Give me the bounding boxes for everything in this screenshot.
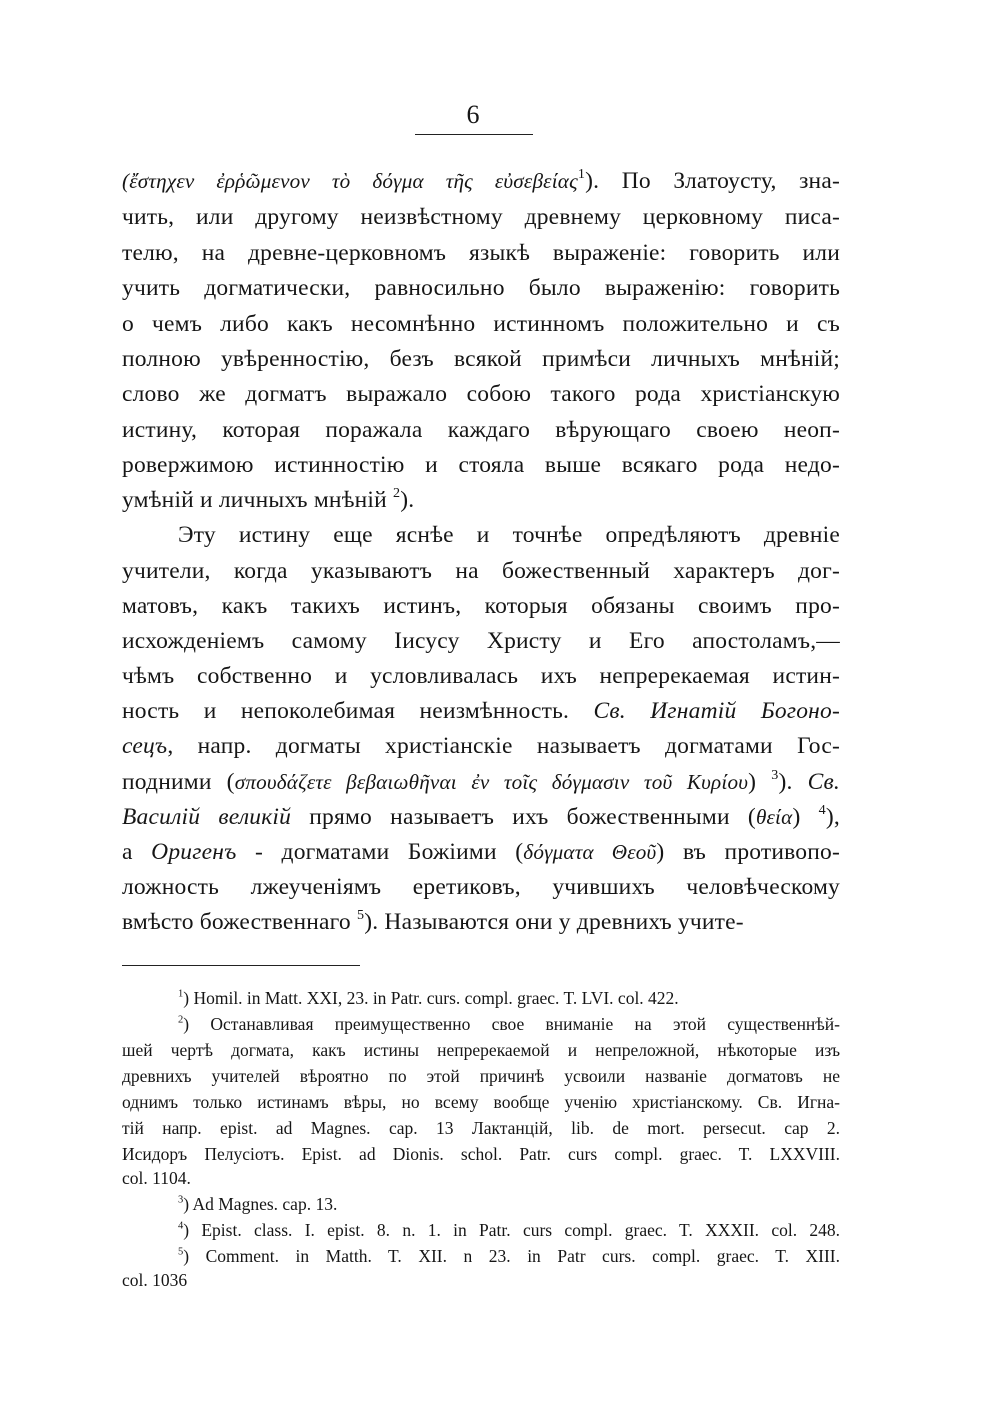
text-span: col. 1036 bbox=[122, 1270, 188, 1290]
text-span: ровержимою истинностію и стояла выше всякаго рода недо- bbox=[122, 452, 840, 478]
text-line bbox=[122, 346, 840, 373]
text-span: ) въ противопо- bbox=[656, 839, 840, 865]
text-span: матовъ, какъ такихъ истинъ, которыя обязаны своимъ про- bbox=[122, 593, 840, 619]
text-line bbox=[122, 628, 840, 655]
text-line bbox=[178, 522, 840, 549]
text-line bbox=[122, 663, 840, 690]
text-span: вмѣсто божественнаго bbox=[122, 909, 357, 935]
text-line bbox=[122, 593, 840, 620]
footnote-ref: 5 bbox=[356, 907, 365, 924]
text-span: ). Называются они у древнихъ учите- bbox=[364, 909, 744, 935]
italic-name: сецъ bbox=[122, 733, 168, 759]
text-line bbox=[122, 558, 840, 585]
footnote-ref: 5 bbox=[178, 1246, 184, 1258]
italic-name: Св. Игнатій Богоно- bbox=[593, 698, 840, 724]
text-line bbox=[122, 874, 840, 901]
footnote-separator bbox=[122, 965, 360, 966]
text-span: учить догматически, равносильно было выраженію: говорить bbox=[122, 275, 840, 301]
italic-name: Оригенъ bbox=[151, 839, 237, 865]
text-span: учители, когда указываютъ на божественный характеръ дог- bbox=[122, 558, 840, 584]
text-line bbox=[122, 311, 840, 338]
text-span: Эту истину еще яснѣе и точнѣе опредѣляютъ древніе bbox=[178, 522, 840, 548]
text-span: прямо называетъ ихъ божественными ( bbox=[291, 804, 756, 830]
text-span: ность и непоколебимая неизмѣнность. bbox=[122, 698, 594, 724]
text-span: ). bbox=[778, 769, 808, 795]
text-span: ). bbox=[400, 487, 415, 513]
text-span: чить, или другому неизвѣстному древнему церковному писа- bbox=[122, 204, 840, 230]
text-span: col. 1104. bbox=[122, 1168, 191, 1188]
text-span: о чемъ либо какъ несомнѣнно истинномъ положительно и съ bbox=[122, 311, 840, 337]
footnote-line bbox=[122, 1066, 840, 1087]
text-span: шей чертѣ догмата, какъ истины непререкаемой и непреложной, нѣкоторые изъ bbox=[122, 1040, 840, 1060]
footnote-line bbox=[122, 1118, 840, 1139]
page-number: 6 bbox=[466, 100, 480, 129]
footnote-ref: 1 bbox=[178, 988, 184, 1000]
text-span: ) Comment. in Matth. T. XII. n 23. in Patr curs. compl. graec. T. XIII. bbox=[183, 1246, 840, 1266]
footnote-ref: 2 bbox=[393, 485, 401, 502]
footnote-line bbox=[122, 1092, 840, 1113]
greek-quote: σπουδάζετε βεβαιωθῆναι ἐν τοῖς δόγμασιν τοῦ Κυρίου bbox=[234, 770, 749, 794]
greek-quote: δόγματα Θεοῦ bbox=[523, 840, 657, 864]
text-span: ) Epist. class. I. epist. 8. n. 1. in Patr. curs compl. graec. T. XXXII. col. 248. bbox=[183, 1220, 840, 1240]
text-span: Исидоръ Пелусіотъ. Epist. ad Dionis. schol. Patr. curs compl. graec. T. LXXVIII. bbox=[122, 1144, 840, 1164]
footnote-ref: 4 bbox=[818, 802, 826, 819]
text-span: однимъ только истинамъ вѣры, но всему вообще ученію христіанскому. Св. Игна- bbox=[122, 1092, 840, 1112]
greek-quote: θεία bbox=[755, 805, 793, 829]
text-line bbox=[122, 204, 840, 231]
text-line bbox=[122, 698, 840, 725]
text-span: ), bbox=[825, 804, 840, 830]
text-line bbox=[122, 240, 840, 267]
text-span: телю, на древне-церковномъ языкѣ выраженіе: говорить или bbox=[122, 240, 840, 266]
text-span: истину, которая поражала каждаго вѣрующаго своею неоп- bbox=[122, 417, 840, 443]
text-span: исхожденіемъ самому Іисусу Христу и Его апостоламъ,— bbox=[122, 628, 840, 654]
text-line bbox=[122, 733, 840, 760]
italic-name: Св. bbox=[807, 769, 840, 795]
text-span: ложность лжеученіямъ еретиковъ, учившихъ человѣческому bbox=[122, 874, 840, 900]
text-span: ) bbox=[748, 769, 772, 795]
footnote-ref: 3 bbox=[771, 767, 779, 784]
text-line bbox=[122, 909, 840, 936]
text-span: подними ( bbox=[122, 769, 235, 795]
text-span: тій напр. epist. ad Magnes. cap. 13 Лактанцій, lib. de mort. persecut. cap 2. bbox=[122, 1118, 840, 1138]
text-line bbox=[122, 769, 840, 796]
text-span: ) Ad Magnes. cap. 13. bbox=[183, 1194, 338, 1214]
text-span: полною увѣренностію, безъ всякой примѣси личныхъ мнѣній; bbox=[122, 346, 840, 372]
text-span: ) Homil. in Matt. XXI, 23. in Patr. curs. compl. graec. T. LVI. col. 422. bbox=[183, 988, 679, 1008]
text-line bbox=[122, 487, 840, 514]
footnote-line bbox=[178, 1014, 840, 1035]
footnote-ref: 4 bbox=[178, 1220, 184, 1232]
text-span: умѣній и личныхъ мнѣній bbox=[122, 487, 394, 513]
greek-quote: (ἔστηχεν ἐρῥῶμενον τὸ δόγμα τῆς εὐσεβείας bbox=[122, 169, 578, 193]
text-span: ) Останавливая преимущественно свое вниманіе на этой существеннѣй- bbox=[183, 1014, 840, 1034]
footnote-line bbox=[122, 1144, 840, 1165]
text-span: - догматами Божіими ( bbox=[236, 839, 524, 865]
text-line bbox=[122, 804, 840, 831]
text-span: , напр. догматы христіанскіе называетъ догматами Гос- bbox=[167, 733, 840, 759]
text-span: слово же догматъ выражало собою такого рода христіанскую bbox=[122, 381, 840, 407]
footnote-line bbox=[178, 1220, 840, 1241]
text-line bbox=[122, 417, 840, 444]
footnote-line bbox=[122, 1040, 840, 1061]
text-line bbox=[122, 275, 840, 302]
text-span: а bbox=[122, 839, 152, 865]
text-line bbox=[122, 381, 840, 408]
page-number-rule bbox=[415, 134, 533, 135]
text-span: ). По Златоусту, зна- bbox=[585, 168, 840, 194]
footnote-line bbox=[178, 988, 840, 1009]
text-span: древнихъ учителей вѣроятно по этой причинѣ усвоили названіе догматовъ не bbox=[122, 1066, 840, 1086]
footnote-ref: 1 bbox=[577, 166, 586, 183]
text-line bbox=[122, 452, 840, 479]
footnote-line bbox=[122, 1270, 840, 1291]
footnote-line bbox=[178, 1194, 840, 1215]
text-span: ) bbox=[792, 804, 819, 830]
text-line bbox=[122, 839, 840, 866]
text-span: чѣмъ собственно и условливалась ихъ непререкаемая истин- bbox=[122, 663, 840, 689]
footnote-ref: 3 bbox=[178, 1194, 184, 1206]
footnote-line bbox=[178, 1246, 840, 1267]
footnote-line bbox=[122, 1168, 840, 1189]
italic-name: Василій великій bbox=[122, 804, 292, 830]
text-line bbox=[122, 168, 840, 195]
footnote-ref: 2 bbox=[178, 1014, 184, 1026]
